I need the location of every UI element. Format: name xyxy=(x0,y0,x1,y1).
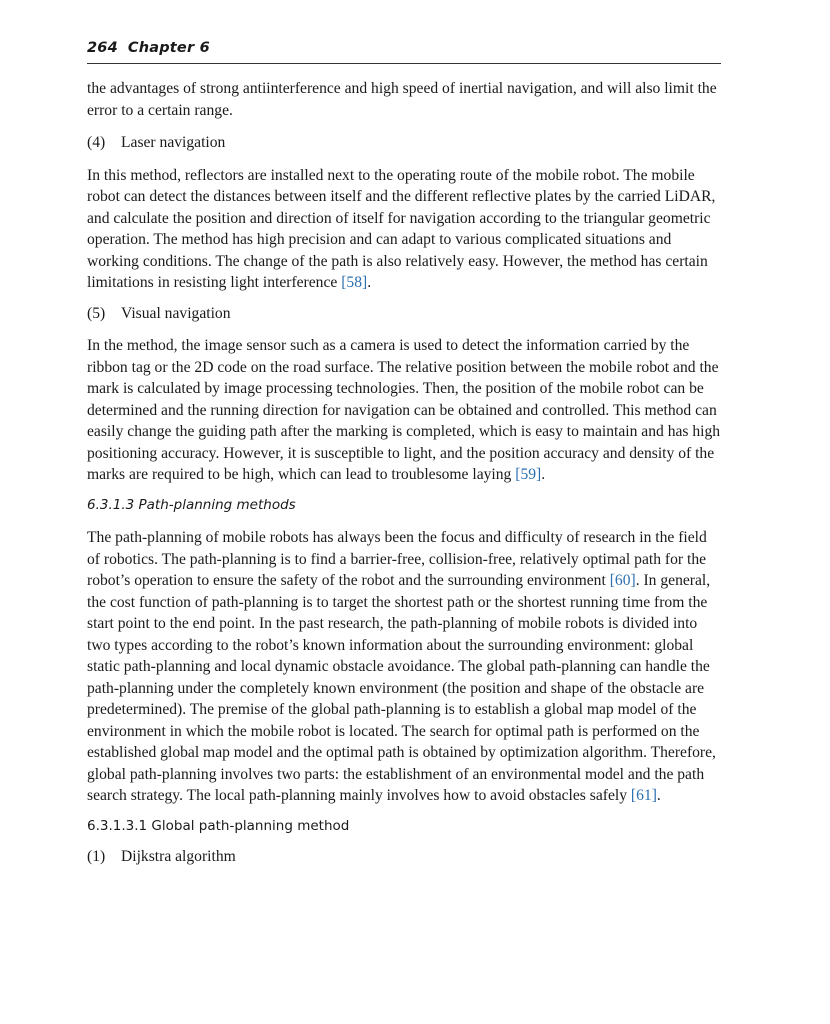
list-number: (5) xyxy=(87,304,106,322)
running-head xyxy=(87,40,721,64)
citation-link[interactable]: [59] xyxy=(515,466,542,483)
paragraph-end: . xyxy=(656,787,661,804)
chapter-label: Chapter 6 xyxy=(127,40,210,56)
section-heading: 6.3.1.3 Path-planning methods xyxy=(87,496,296,513)
paragraph-end: . xyxy=(541,466,546,483)
page-number: 264 xyxy=(87,40,118,56)
subsection-heading: 6.3.1.3.1 Global path-planning method xyxy=(87,817,350,834)
paragraph-continuation: the advantages of strong antiinterference and high speed of inertial navigation, and will also limit the error to a certain range. xyxy=(87,80,717,119)
body-text xyxy=(87,78,721,868)
paragraph-path-planning xyxy=(87,527,721,807)
list-number: (4) xyxy=(87,134,106,151)
list-item-label: Visual navigation xyxy=(121,304,231,322)
list-item-label: Laser navigation xyxy=(121,134,226,151)
citation-link[interactable]: [60] xyxy=(609,572,636,589)
paragraph-laser-navigation xyxy=(87,165,721,294)
paragraph-visual-navigation xyxy=(87,335,721,486)
paragraph-text: In this method, reflectors are installed next to the operating route of the mobile robot. The mobile robot can detect the distances between itself and the different reflective plates by the carried LiDAR, and calculate the position and direction of itself for navigation according to the triangular geometric operation. The method has high precision and can adapt to various complicated situations and working conditions. The change of the path is also relatively easy. However, the method has certain limitations in resisting light interference xyxy=(87,166,716,291)
list-item-dijkstra xyxy=(87,846,721,868)
list-item-laser-navigation xyxy=(87,132,721,154)
paragraph-end: . xyxy=(367,274,372,291)
paragraph-text: In the method, the image sensor such as a camera is used to detect the information carried by the ribbon tag or the 2D code on the road surface. The relative position between the mobile robot and the mark is calculated by image processing technologies. Then, the position of the mobile robot can be determined and the running direction for navigation can be obtained and controlled. This method can easily change the guiding path after the marking is completed, which is easy to maintain and has high positioning accuracy. However, it is susceptible to light, and the position accuracy and density of the marks are required to be high, which can lead to troublesome laying xyxy=(87,337,721,483)
list-item-label: Dijkstra algorithm xyxy=(121,848,236,865)
citation-link[interactable]: [61] xyxy=(630,787,657,804)
citation-link[interactable]: [58] xyxy=(341,274,368,291)
paragraph-text: . In general, the cost function of path-planning is to target the shortest path or the shortest running time from the start point to the end point. In the past research, the path-planning of mobile robots is divided into two types according to the robot’s known information about the surrounding environment: global static path-planning and local dynamic obstacle avoidance. The global path-planning can handle the path-planning under the completely known environment (the position and shape of the obstacle are predetermined). The premise of the global path-planning is to establish a global map model of the environment in which the mobile robot is located. The search for optimal path is performed on the established global map model and the optimal path is obtained by optimization algorithm. Therefore, global path-planning involves two parts: the establishment of an environmental model and the path search strategy. The local path-planning mainly involves how to avoid obstacles safely xyxy=(87,572,716,804)
list-number: (1) xyxy=(87,848,106,865)
paragraph-text: The path-planning of mobile robots has always been the focus and difficulty of research in the field of robotics. The path-planning is to find a barrier-free, collision-free, relatively optimal path for the robot’s operation to ensure the safety of the robot and the surrounding environment xyxy=(87,529,707,589)
list-item-visual-navigation xyxy=(87,303,721,325)
